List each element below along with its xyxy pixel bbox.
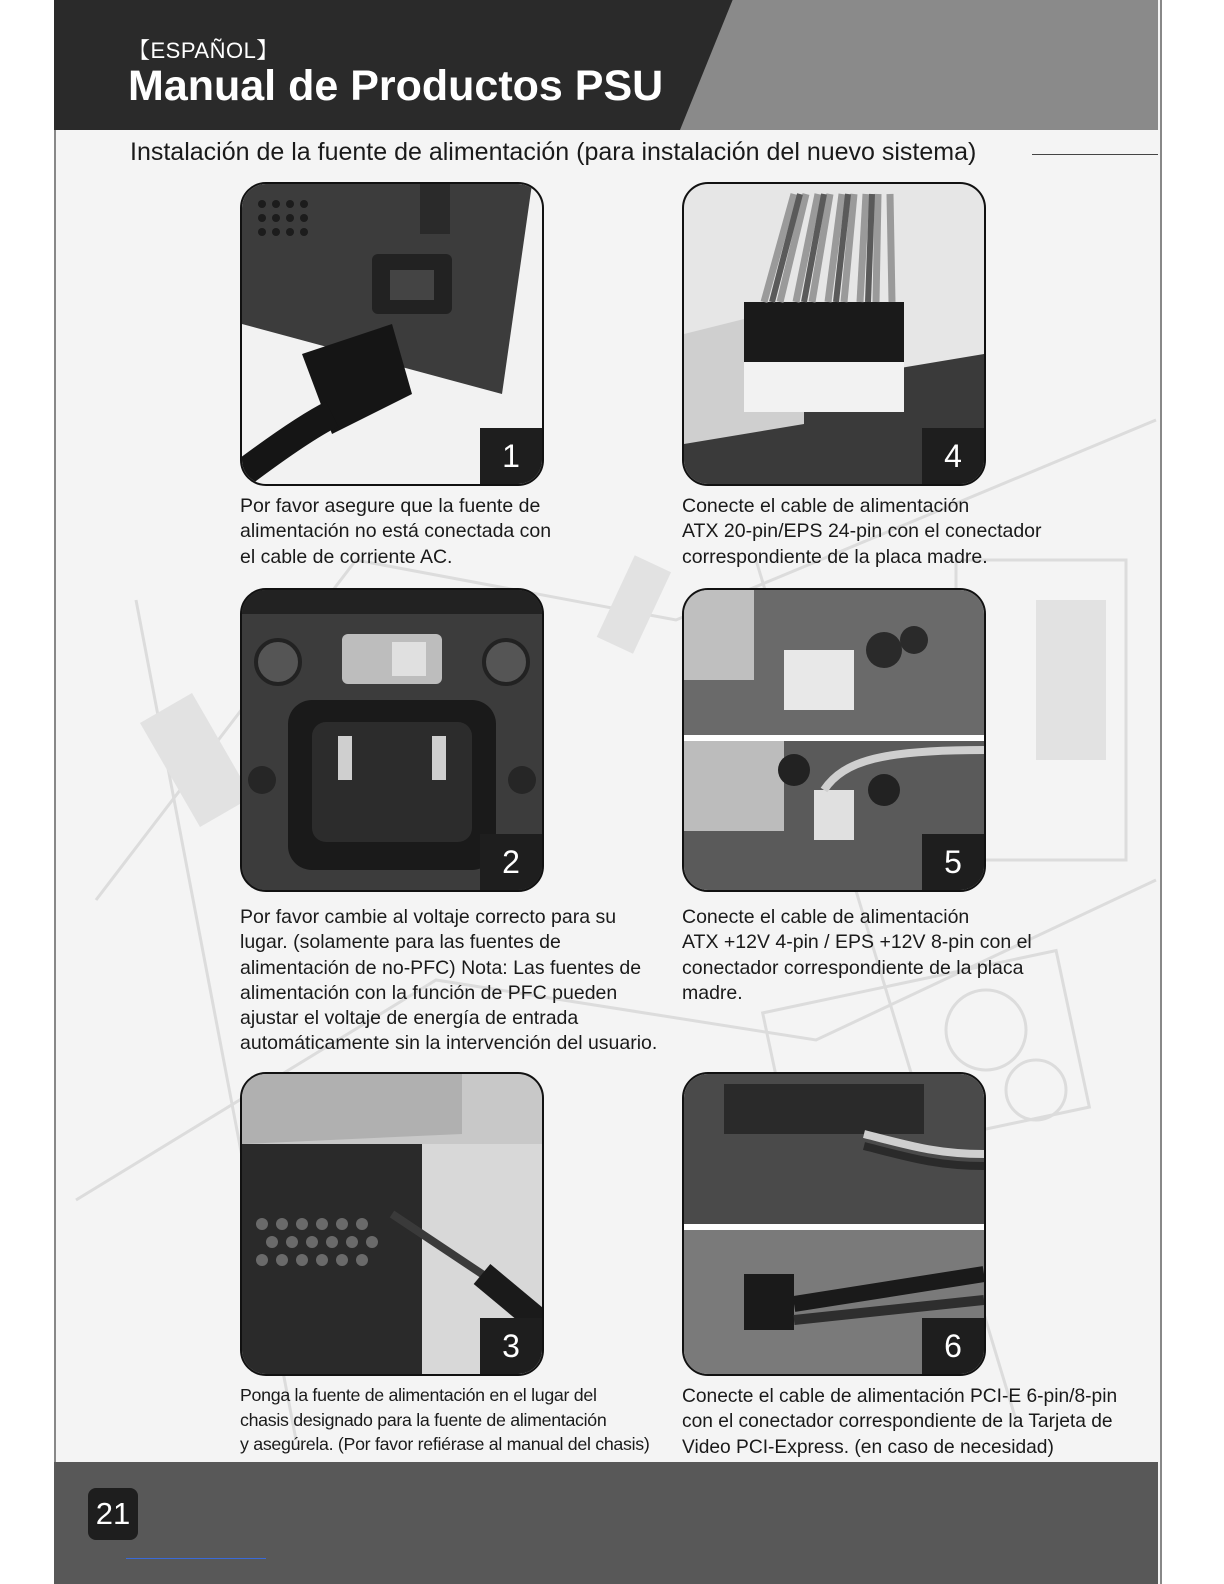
footer-band <box>54 1462 1158 1584</box>
header-accent <box>680 0 1158 130</box>
step-number-badge: 3 <box>480 1318 542 1374</box>
caption-line: Conecte el cable de alimentación <box>682 495 970 517</box>
caption-line: alimentación con la función de PFC pueden <box>240 981 618 1004</box>
motherboard-watermark <box>56 0 1160 1584</box>
caption-line: Por favor cambie al voltaje correcto para su <box>240 906 617 928</box>
caption-line: Conecte el cable de alimentación <box>682 906 970 928</box>
caption-line: y asegúrela. (Por favor refiérase al manual del chasis) <box>240 1434 650 1454</box>
step-5-caption <box>682 905 1032 1006</box>
caption-line: Ponga la fuente de alimentación en el lugar del <box>240 1385 597 1405</box>
step-2-photo <box>240 588 544 892</box>
page-background <box>54 0 1162 1584</box>
caption-line: alimentación no está conectada con <box>240 520 552 543</box>
caption-line: automáticamente sin la intervención del usuario. <box>240 1032 658 1055</box>
step-4-photo <box>682 182 986 486</box>
caption-line: madre. <box>682 981 743 1004</box>
step-3-photo <box>240 1072 544 1376</box>
caption-line: ATX 20-pin/EPS 24-pin con el conectador <box>682 520 1042 543</box>
caption-line: conectador correspondiente de la placa <box>682 956 1024 979</box>
page-title: Manual de Productos PSU <box>128 62 664 110</box>
page-number: 21 <box>88 1488 138 1540</box>
step-number-badge: 6 <box>922 1318 984 1374</box>
caption-line: ajustar el voltaje de energía de entrada <box>240 1007 579 1030</box>
step-4-caption <box>682 494 1042 570</box>
step-5-photo <box>682 588 986 892</box>
caption-line: ATX +12V 4-pin / EPS +12V 8-pin con el <box>682 931 1032 954</box>
caption-line: alimentación de no-PFC) Nota: Las fuentes de <box>240 956 642 979</box>
step-number-badge: 4 <box>922 428 984 484</box>
caption-line: Conecte el cable de alimentación PCI-E 6-pin/8-pin <box>682 1386 1118 1407</box>
step-number-badge: 5 <box>922 834 984 890</box>
step-2-caption <box>240 905 657 1057</box>
footer-link-underline <box>126 1558 266 1559</box>
caption-line: con el conectador correspondiente de la Tarjeta de <box>682 1411 1113 1433</box>
caption-line: correspondiente de la placa madre. <box>682 545 988 568</box>
caption-line: lugar. (solamente para las fuentes de <box>240 931 561 954</box>
step-number-badge: 2 <box>480 834 542 890</box>
step-3-caption <box>240 1383 649 1457</box>
step-6-photo <box>682 1072 986 1376</box>
caption-line: Por favor asegure que la fuente de <box>240 495 541 517</box>
step-1-caption <box>240 494 551 570</box>
caption-line: chasis designado para la fuente de alimentación <box>240 1409 607 1430</box>
language-label: 【ESPAÑOL】 <box>128 38 279 63</box>
caption-line: Video PCI-Express. (en caso de necesidad) <box>682 1436 1054 1458</box>
step-1-photo <box>240 182 544 486</box>
step-6-caption <box>682 1384 1117 1460</box>
step-number-badge: 1 <box>480 428 542 484</box>
caption-line: el cable de corriente AC. <box>240 545 453 568</box>
section-heading: Instalación de la fuente de alimentación (para instalación del nuevo sistema) <box>130 138 977 166</box>
heading-rule <box>1032 154 1158 155</box>
